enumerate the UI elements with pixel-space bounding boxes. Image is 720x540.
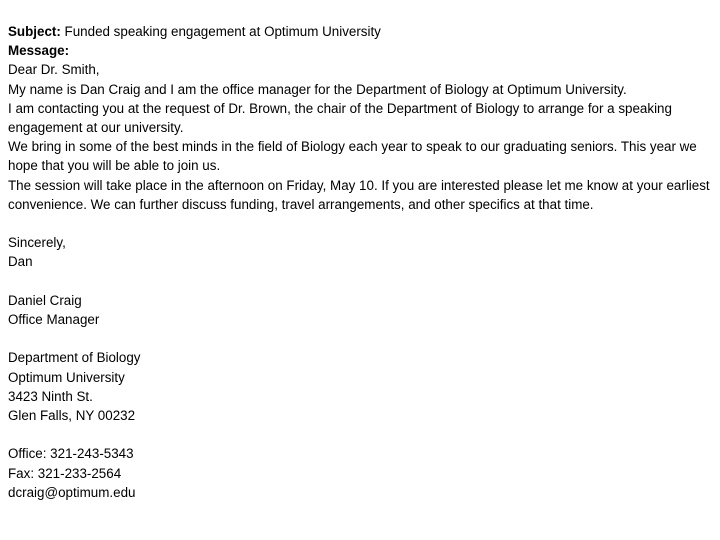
subject-label: Subject: <box>8 24 61 39</box>
paragraph-intro: My name is Dan Craig and I am the office manager for the Department of Biology at Optimum University. <box>8 81 627 97</box>
salutation: Dear Dr. Smith, <box>8 62 100 78</box>
subject-line <box>8 22 712 41</box>
contact-email: dcraig@optimum.edu <box>8 484 136 500</box>
address-city: Glen Falls, NY 00232 <box>8 408 136 424</box>
message-label: Message: <box>8 43 70 59</box>
paragraph-session: The session will take place in the afternoon on Friday, May 10. If you are interested please let me know at your earliest convenience. We can further discuss funding, travel arrangements, and other specifics at that time. <box>8 177 710 212</box>
address-university: Optimum University <box>8 369 125 385</box>
spacer <box>8 214 712 233</box>
paragraph-request: I am contacting you at the request of Dr. Brown, the chair of the Department of Biology to arrange for a speaking engagement at our university. <box>8 100 672 136</box>
subject-value: Funded speaking engagement at Optimum University <box>60 24 381 39</box>
closing-name: Dan <box>8 254 33 270</box>
spacer <box>8 329 712 348</box>
signature-title: Office Manager <box>8 312 100 328</box>
signature-name: Daniel Craig <box>8 292 82 308</box>
contact-office-phone: Office: 321-243-5343 <box>8 446 134 462</box>
closing: Sincerely, <box>8 235 66 251</box>
spacer <box>8 425 712 444</box>
paragraph-speakers: We bring in some of the best minds in the field of Biology each year to speak to our graduating seniors. This year we hope that you will be able to join us. <box>8 139 697 174</box>
address-department: Department of Biology <box>8 350 141 366</box>
contact-fax: Fax: 321-233-2564 <box>8 465 122 481</box>
email-body <box>8 22 712 502</box>
address-street: 3423 Ninth St. <box>8 388 93 404</box>
spacer <box>8 272 712 291</box>
